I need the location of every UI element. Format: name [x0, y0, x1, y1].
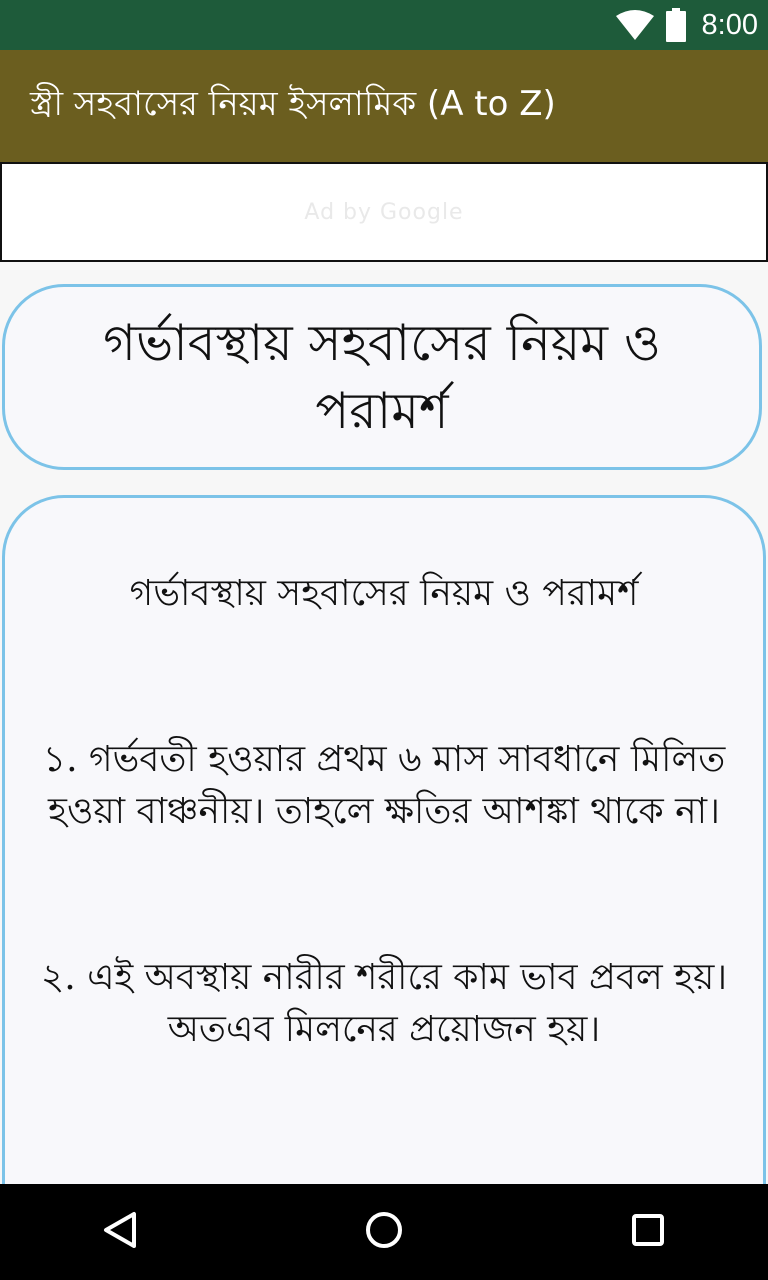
app-bar — [0, 50, 768, 162]
status-time: 8:00 — [701, 8, 758, 41]
navigation-bar — [0, 1184, 768, 1280]
content-paragraph-2: ২. এই অবস্থায় নারীর শরীরে কাম ভাব প্রবল হয়। অতএব মিলনের প্রয়োজন হয়। — [40, 957, 728, 1050]
content-heading: গর্ভাবস্থায় সহবাসের নিয়ম ও পরামর্শ — [129, 573, 639, 614]
title-card — [2, 284, 762, 470]
content-card[interactable] — [2, 495, 766, 1255]
home-icon — [364, 1210, 404, 1254]
back-button[interactable] — [72, 1184, 168, 1280]
content-paragraph-1: ১. গর্ভবতী হওয়ার প্রথম ৬ মাস সাবধানে মিলিত হওয়া বাঞ্চনীয়। তাহলে ক্ষতির আশঙ্কা থাকে না। — [42, 739, 726, 832]
title-card-text: গর্ভাবস্থায় সহবাসের নিয়ম ও পরামর্শ — [103, 314, 661, 440]
app-title: স্ত্রী সহবাসের নিয়ম ইসলামিক (A to Z) — [30, 83, 556, 124]
status-bar — [0, 0, 768, 50]
battery-icon — [666, 8, 686, 42]
wifi-icon — [616, 10, 654, 40]
recents-button[interactable] — [600, 1184, 696, 1280]
ad-label: Ad by Google — [304, 199, 464, 225]
recents-icon — [630, 1212, 666, 1252]
ad-banner[interactable] — [0, 162, 768, 262]
home-button[interactable] — [336, 1184, 432, 1280]
back-icon — [100, 1210, 140, 1254]
status-icons — [616, 0, 758, 50]
